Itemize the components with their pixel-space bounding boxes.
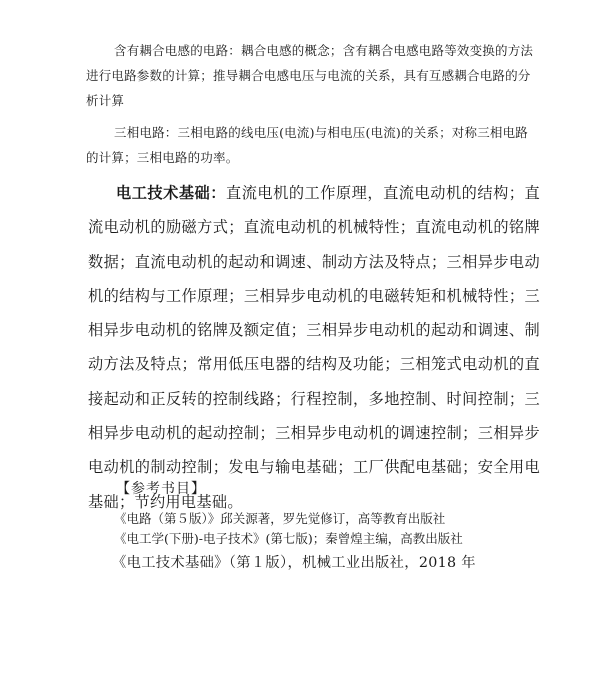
reference-item: 《电工技术基础》（第１版），机械工业出版社，2018 年: [112, 555, 476, 571]
three-phase-paragraph: [86, 120, 564, 170]
paragraph-line: 含有耦合电感的电路：耦合电感的概念；含有耦合电感电路等效变换的方法: [114, 43, 534, 58]
paragraph-line: 进行电路参数的计算；推导耦合电感电压与电流的关系，具有互感耦合电路的分: [86, 68, 531, 83]
coupled-inductance-paragraph: [86, 38, 564, 113]
section-body: 直流电机的工作原理，直流电动机的结构；直流电动机的励磁方式；直流电动机的机械特性；直流电动机的铭牌数据；直流电动机的起动和调速、制动方法及特点；三相异步电动机的结构与工作原理；三相异步电动机的电磁转矩和机械特性；三相异步电动机的铭牌及额定值；三相异步电动机的起动和调速、制动方法及特点；常用低压电器的结构及功能；三相笼式电动机的直接起动和正反转的控制线路；行程控制，多地控制、时间控制；三相异步电动机的起动控制；三相异步电动机的调速控制；三相异步电动机的制动控制；发电与输电基础；工厂供配电基础；安全用电基础；节约用电基础。: [88, 184, 540, 511]
paragraph-line: 析计算: [86, 93, 125, 108]
paragraph-line: 的计算；三相电路的功率。: [86, 150, 239, 165]
reference-item: 《电路（第５版）》邱关源著，罗先觉修订，高等教育出版社: [114, 511, 446, 526]
references-heading: 【参考书目】: [116, 481, 206, 497]
electrotechnics-paragraph: [88, 176, 540, 519]
reference-item: 《电工学(下册)-电子技术》(第七版)；秦曾煌主编，高教出版社: [114, 531, 463, 546]
section-title: 电工技术基础：: [116, 184, 226, 202]
paragraph-line: 三相电路：三相电路的线电压(电流)与相电压(电流)的关系；对称三相电路: [114, 125, 529, 140]
